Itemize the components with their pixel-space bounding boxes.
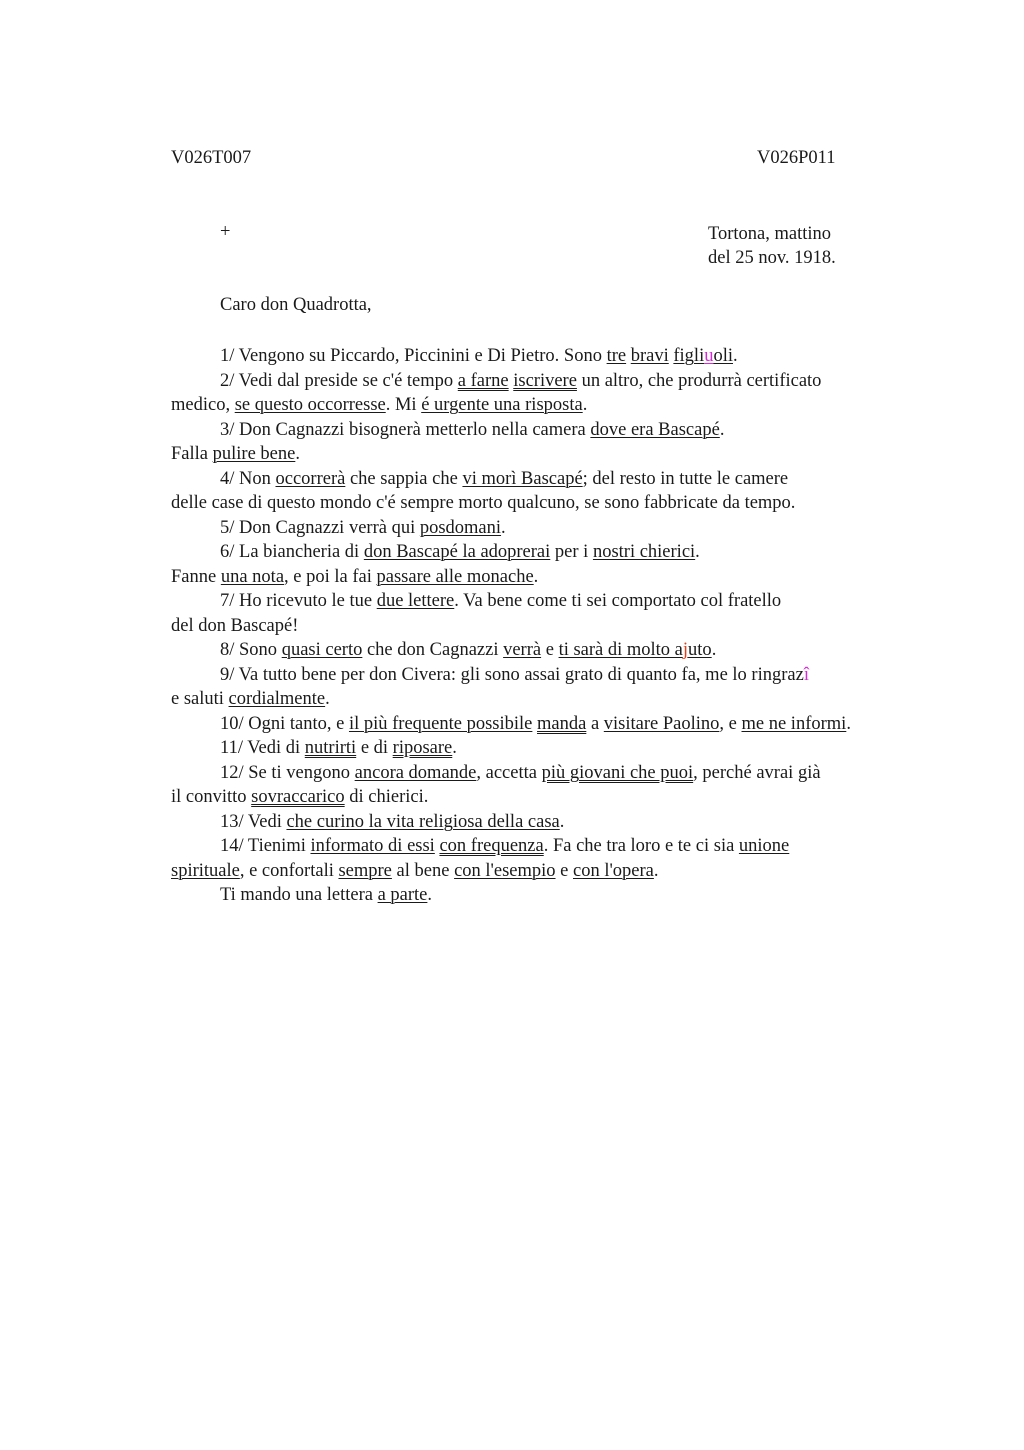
letter-line — [171, 491, 795, 515]
text-run: ; del resto in tutte le camere — [582, 469, 789, 489]
text-run: . — [846, 714, 851, 734]
letter-line — [220, 589, 781, 613]
marked-text: più giovani che puoi — [541, 763, 694, 783]
marked-text: se questo occorresse — [234, 395, 386, 415]
text-run: , e confortali — [239, 861, 339, 881]
text-run: , perché avrai già — [693, 763, 821, 783]
letter-line — [220, 467, 788, 491]
marked-text: figli — [673, 346, 705, 366]
text-run: . — [582, 395, 588, 415]
dateline-line-2: del 25 nov. 1918. — [708, 248, 836, 268]
text-run: e di — [356, 738, 393, 758]
text-run: 2/ Vedi dal preside se c'é tempo — [220, 371, 458, 391]
letter-line — [171, 393, 587, 417]
dateline — [708, 222, 836, 270]
letter-line — [171, 785, 428, 809]
letter-line — [220, 369, 821, 393]
marked-text: don Bascapé la adoprerai — [363, 542, 551, 562]
marked-text: ti sarà di molto a — [558, 640, 683, 660]
text-run: 6/ La biancheria di — [220, 542, 364, 562]
text-run: Ti mando una lettera — [220, 885, 378, 905]
marked-text: posdomani — [419, 518, 502, 538]
text-run: , e — [719, 714, 742, 734]
letter-line — [220, 834, 789, 858]
text-run: 3/ Don Cagnazzi bisognerà metterlo nella camera — [220, 420, 591, 440]
letter-line — [220, 638, 716, 662]
text-run: per i — [550, 542, 593, 562]
text-run: . — [501, 518, 506, 538]
letter-line — [220, 344, 738, 368]
marked-text: uto — [688, 640, 712, 660]
marked-text: con l'opera — [573, 861, 654, 881]
text-run: un altro, che produrrà certificato — [576, 371, 822, 391]
letter-line — [171, 565, 538, 589]
marked-text: vi morì Bascapé — [462, 469, 583, 489]
letter-line — [171, 614, 298, 638]
text-run: . — [427, 885, 433, 905]
text-run: medico, — [171, 395, 235, 415]
letter-line — [171, 442, 300, 466]
text-run: e — [541, 640, 559, 660]
dateline-line-1: Tortona, mattino — [708, 224, 832, 244]
marked-text: iscrivere — [513, 371, 577, 391]
letter-line — [171, 859, 659, 883]
header-right-code: V026P011 — [757, 148, 836, 168]
text-run: , accetta — [476, 763, 542, 783]
marked-text: sovraccarico — [251, 787, 345, 807]
letter-line — [220, 810, 564, 834]
marked-text: visitare Paolino — [603, 714, 720, 734]
marked-text: unione — [738, 836, 790, 856]
marked-text: con l'esempio — [454, 861, 556, 881]
text-run: Fanne — [171, 567, 221, 587]
marked-text: informato di essi — [310, 836, 435, 856]
marked-text: riposare — [392, 738, 453, 758]
marked-text: verrà — [503, 640, 542, 660]
marked-text: nostri chierici — [592, 542, 696, 562]
text-run: . — [719, 420, 725, 440]
letter-line — [220, 712, 851, 736]
text-run: delle case di questo mondo c'é sempre morto qualcuno, se sono fabbricate da tempo. — [171, 493, 796, 513]
marked-text: bravi — [630, 346, 669, 366]
text-run: 9/ Va tutto bene per don Civera: gli sono assai grato di quanto fa, me lo ringraz — [220, 665, 804, 685]
marked-text: che curino la vita religiosa della casa — [286, 812, 560, 832]
text-run: . — [711, 640, 717, 660]
marked-text: u — [704, 346, 714, 366]
marked-text: cordialmente — [228, 689, 326, 709]
letter-line — [220, 883, 432, 907]
letter-line — [220, 540, 700, 564]
text-run: . — [559, 812, 565, 832]
text-run: . Va bene come ti sei comportato col fratello — [454, 591, 782, 611]
text-run: . Mi — [385, 395, 422, 415]
text-run: 4/ Non — [220, 469, 276, 489]
marked-text: oli — [713, 346, 733, 366]
text-run: , e poi la fai — [284, 567, 377, 587]
text-run: . — [325, 689, 330, 709]
letter-line — [220, 761, 821, 785]
text-run: del don Bascapé! — [171, 616, 299, 636]
marked-text: é urgente una risposta — [421, 395, 583, 415]
text-run: Falla — [171, 444, 213, 464]
text-run: 14/ Tienimi — [220, 836, 311, 856]
text-run: a — [586, 714, 604, 734]
marked-text: nutrirti — [304, 738, 357, 758]
marked-text: sempre — [338, 861, 392, 881]
text-run: 10/ Ogni tanto, e — [220, 714, 349, 734]
marked-text: due lettere — [376, 591, 455, 611]
marked-text: ancora domande — [354, 763, 477, 783]
text-run: . — [695, 542, 700, 562]
text-run: e saluti — [171, 689, 229, 709]
marked-text: j — [682, 640, 689, 660]
letter-line — [220, 516, 506, 540]
marked-text: occorrerà — [275, 469, 346, 489]
marked-text: manda — [537, 714, 587, 734]
text-run: al bene — [391, 861, 455, 881]
text-run: 11/ Vedi di — [220, 738, 305, 758]
marked-text: quasi certo — [281, 640, 363, 660]
letter-line — [220, 663, 809, 687]
text-run: 7/ Ho ricevuto le tue — [220, 591, 377, 611]
text-run: 13/ Vedi — [220, 812, 287, 832]
text-run: 5/ Don Cagnazzi verrà qui — [220, 518, 420, 538]
text-run: . — [533, 567, 539, 587]
marked-text: passare alle monache — [376, 567, 534, 587]
text-run: il convitto — [171, 787, 252, 807]
marked-text: pulire bene — [212, 444, 296, 464]
marked-text: spirituale — [171, 861, 240, 881]
marked-text: il più frequente possibile — [348, 714, 533, 734]
text-run: che sappia che — [345, 469, 463, 489]
text-run: che don Cagnazzi — [362, 640, 504, 660]
letter-line — [220, 418, 724, 442]
text-run: e — [555, 861, 573, 881]
text-run: 12/ Se ti vengono — [220, 763, 355, 783]
text-run: . Fa che tra loro e te ci sia — [543, 836, 739, 856]
marked-text: a parte — [377, 885, 428, 905]
text-run: . — [653, 861, 659, 881]
letter-line — [171, 687, 330, 711]
text-run: . — [733, 346, 738, 366]
marked-text: a farne — [457, 371, 509, 391]
text-run: . — [452, 738, 457, 758]
marked-text: dove era Bascapé — [590, 420, 720, 440]
header-left-code: V026T007 — [171, 148, 252, 168]
salutation: Caro don Quadrotta, — [220, 295, 372, 315]
marked-text: con frequenza — [439, 836, 544, 856]
marked-text: tre — [606, 346, 627, 366]
text-run: 1/ Vengono su Piccardo, Piccinini e Di Pietro. Sono — [220, 346, 607, 366]
text-run: 8/ Sono — [220, 640, 282, 660]
text-run: . — [295, 444, 300, 464]
cross-symbol: + — [220, 222, 231, 242]
marked-text: î — [803, 665, 809, 685]
letter-line — [220, 736, 457, 760]
marked-text: una nota — [220, 567, 285, 587]
text-run: di chierici. — [344, 787, 429, 807]
marked-text: me ne informi — [741, 714, 847, 734]
